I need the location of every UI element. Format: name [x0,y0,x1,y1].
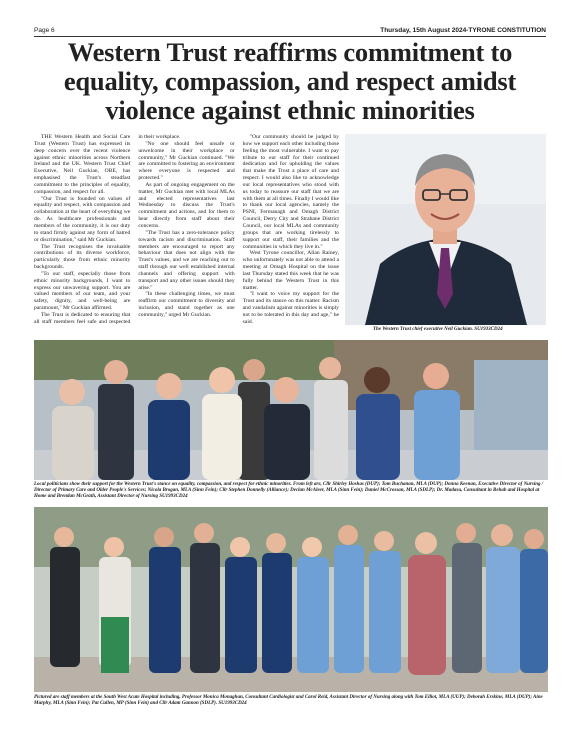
article-paragraph: "Our community should be judged by how we support each other including those feeling the most vulnerable. I want to pay tribute to our staff for their continued dedication and for upholding the values that make the Trust a place of care and respect. I would also like to acknowledge our local representatives who stood with us today to reassure our staff that we are with them at all times. Finally I would like to thank our local agencies, namely the PSNI, Fermanagh and Omagh District Council, Derry City and Strabane District Council, our local MLAs and community groups that are working tirelessly to support our staff, their families and the communities in which they live in." [242,134,339,250]
politicians-group-photo [34,340,548,480]
hospital-staff-caption: Pictured are staff members at the South West Acute Hospital including, Professor Monica Monaghan, Consultant Cardiologist and Carol Reid, Assistant Director of Nursing along with Tom Elliot, MLA (UUP); Deborah Erskine, MLA (DUP); Aine Murphy, MLA (Sinn Fein); Pat Cullen, MP (Sinn Fein) and Cllr Adam Gannon (SDLP). SU1993CD24 [34,695,543,707]
politicians-caption: Local politicians show their support for the Western Trust's stance on equality, compassion, and respect for ethnic minorities. From left are, Cllr Shirley Hoshas (DUP); Tom Buchanan, MLA (DUP); Donna Keenan, Executive Director of Nursing / Director of Primary Care and Older People's Services; Nicola Brogan, MLA (Sinn Fein); Cllr Stephen Donnelly (Alliance); Declan McAleer, MLA (Sinn Fein); Daniel McCrossan, MLA (SDLP); Dr. Madasu, Consultant in Rehab and Hospital at Home and Brendan McGrath, Assistant Director of Nursing SU1993CD24 [34,482,544,500]
article-paragraph: The Trust is dedicated to ensuring that all staff members feel safe and respected in their workplace. [34,134,181,325]
headline: Western Trust reaffirms commitment to equality, compassion, and respect amidst violence against ethnic minorities [63,37,517,125]
article-paragraph: "In these challenging times, we must reaffirm our commitment to diversity and inclusion, and stand together as one community," urged Mr Guckian. [138,291,235,318]
article-paragraph: West Tyrone councillor, Allan Rainey, who unfortunately was not able to attend a meeting at Omagh Hospital on the issue last Thursday stated this week that he was fully behind the Western Trust in this matter. [242,250,339,291]
portrait-caption: The Western Trust chief executive Neil Guckian. SU1933CD24 [373,327,503,332]
article-paragraph: As part of ongoing engagement on the matter, Mr Guckian met with local MLAs and elected representatives last Wednesday to discuss the Trust's commitment and actions, and for them to hear directly from staff about their concerns. [138,181,235,229]
dateline: Thursday, 15th August 2024-TYRONE CONSTITUTION [380,27,546,34]
article-paragraph: "No one should feel unsafe or unwelcome in their workplace or community," Mr Guckian continued. "We are committed to fostering an environment where everyone is respected and protected." [138,140,235,182]
portrait-photo [345,134,546,325]
article-paragraph: "I want to voice my support for the Trust and its stance on this matter. Racism and vandalism against minorities is simply not to be tolerated in this day and age," he said. [242,291,339,325]
hospital-staff-photo [34,507,548,692]
article-body [34,134,339,332]
article-paragraph: THE Western Health and Social Care Trust (Western Trust) has expressed its deep concern over the recent violence against ethnic minorities across Northern Ireland and the UK. Western Trust Chief Executive, Neil Guckian, OBE, has emphasised the Trust's steadfast commitment to the principles of equality, compassion, and respect for all. [34,134,131,195]
page-number: Page 6 [34,27,55,34]
article-paragraph: "The Trust has a zero-tolerance policy towards racism and discrimination. Staff members are encouraged to report any behaviour that does not align with the Trust's values, and we are reaching out to staff through our well established internal channels and offering support with transport and any other issues should they arise." [138,229,235,291]
article-paragraph: The Trust recognises the invaluable contributions of its diverse workforce, particularly those from ethnic minority backgrounds. [34,243,131,271]
article-paragraph: "To our staff, especially those from ethnic minority backgrounds, I want to express our unwavering support. You are valued members of our team, and your safety, dignity, and well-being are paramount," Mr Guckian affirmed. [34,270,131,312]
article-paragraph: "Our Trust is founded on values of equality and respect, with compassion and collaboration at the heart of everything we do. As healthcare professionals and members of the community, it is our duty to stand firmly against any form of hatred or discrimination," said Mr Guckian. [34,195,131,243]
